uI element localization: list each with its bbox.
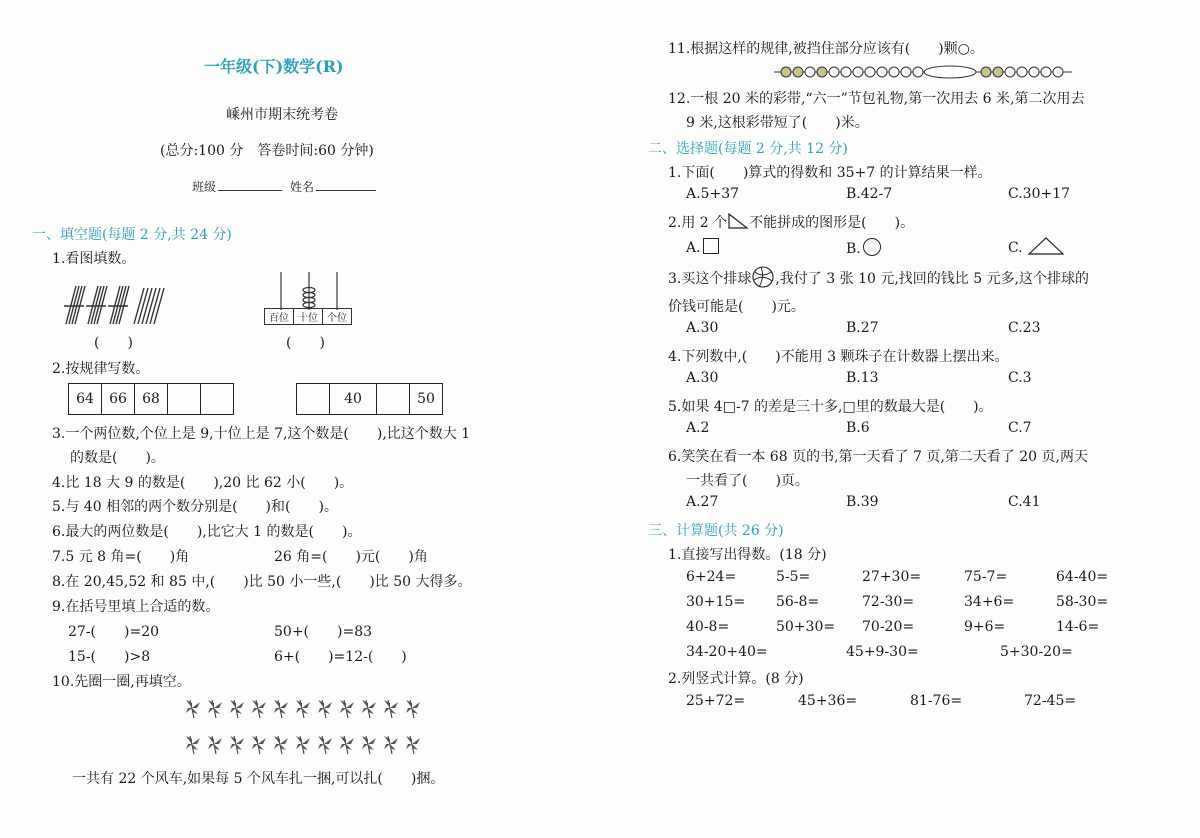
class-field[interactable] — [192, 178, 282, 195]
stick-bundles-image — [62, 284, 172, 326]
q2-1-option-a[interactable]: A.5+37 — [686, 186, 740, 202]
seq1-cell: 66 — [102, 384, 135, 414]
q2-2-text: 2.用 2 个 — [668, 215, 728, 231]
q1-9a: 27-( )=20 — [68, 624, 160, 640]
q3-1: 1.直接写出得数。(18 分) — [668, 547, 827, 563]
volleyball-icon — [751, 266, 775, 288]
q2-2-tail: 不能拼成的图形是( )。 — [749, 215, 915, 231]
calc-r1c1: 6+24= — [686, 569, 737, 585]
q2-5-option-a[interactable]: A.2 — [686, 420, 710, 436]
q1-2: 2.按规律写数。 — [52, 361, 150, 377]
q2-1-option-b[interactable]: B.42-7 — [846, 186, 893, 202]
q1-9: 9.在括号里填上合适的数。 — [52, 599, 220, 615]
q1-9d: 6+( )=12-( ) — [274, 649, 407, 665]
name-label: 姓名 — [290, 180, 315, 194]
calc-r2c4: 34+6= — [964, 594, 1015, 610]
seq1-cell: 64 — [69, 384, 102, 414]
section3-heading: 三、计算题(共 26 分) — [648, 523, 784, 539]
calc-r1c2: 5-5= — [776, 569, 811, 585]
q1-10: 10.先圈一圈,再填空。 — [52, 674, 191, 690]
calc-r2c5: 58-30= — [1056, 594, 1109, 610]
option-c-label: C. — [1008, 240, 1023, 256]
calc-r3c1: 40-8= — [686, 619, 730, 635]
q2-6-option-b[interactable]: B.39 — [846, 494, 879, 510]
q1-1: 1.看图填数。 — [52, 251, 136, 267]
triangle-icon — [1027, 236, 1065, 256]
calc-r1c3: 27+30= — [862, 569, 922, 585]
q1-7a: 7.5 元 8 角=( )角 — [52, 549, 190, 565]
abacus-label-tens: 十位 — [294, 309, 323, 324]
calc-r3c2: 50+30= — [776, 619, 836, 635]
right-triangle-icon — [727, 212, 749, 230]
q2-5: 5.如果 4□-7 的差是三十多,□里的数最大是( )。 — [668, 399, 993, 415]
q1-3-line2: 的数是( )。 — [70, 450, 165, 466]
calc-r4c2: 45+9-30= — [846, 644, 919, 660]
seq2-cell: 50 — [417, 391, 435, 407]
q2-4-option-a[interactable]: A.30 — [686, 370, 719, 386]
q2-4-option-b[interactable]: B.13 — [846, 370, 879, 386]
q2-3-text: 3.买这个排球 — [668, 271, 752, 287]
q2-1-option-c[interactable]: C.30+17 — [1008, 186, 1071, 202]
circle-icon — [863, 238, 881, 256]
calc-r3c5: 14-6= — [1056, 619, 1100, 635]
q1-5: 5.与 40 相邻的两个数分别是( )和( )。 — [52, 499, 338, 515]
q1-4: 4.比 18 大 9 的数是( ),20 比 62 小( )。 — [52, 475, 354, 491]
q1-12-line1: 12.一根 20 米的彩带,“六一”节包礼物,第一次用去 6 米,第二次用去 — [668, 91, 1085, 107]
seq2-blank-cell[interactable] — [377, 384, 410, 414]
sequence-boxes-2 — [296, 383, 443, 415]
q1-10-text: 一共有 22 个风车,如果每 5 个风车扎一捆,可以扎( )捆。 — [72, 771, 445, 787]
option-b-label: B. — [846, 241, 861, 257]
exam-info: (总分:100 分 答卷时间:60 分钟) — [160, 143, 374, 159]
q2-6-option-c[interactable]: C.41 — [1008, 494, 1041, 510]
class-label: 班级 — [192, 180, 217, 194]
q2-6-line2: 一共看了( )页。 — [686, 473, 809, 489]
q2-4-option-c[interactable]: C.3 — [1008, 370, 1032, 386]
calc-r3c3: 70-20= — [862, 619, 915, 635]
q1-1-blank-left[interactable]: ( ) — [94, 335, 133, 351]
vertical-calc-4: 72-45= — [1024, 693, 1077, 709]
q2-4: 4.下列数中,( )不能用 3 颗珠子在计数器上摆出来。 — [668, 349, 1009, 365]
calc-r1c5: 64-40= — [1056, 569, 1109, 585]
q1-3-line1: 3.一个两位数,个位上是 9,十位上是 7,这个数是( ),比这个数大 1 — [52, 426, 471, 442]
abacus-place-labels — [264, 308, 352, 325]
q2-2 — [668, 212, 914, 232]
section1-heading: 一、填空题(每题 2 分,共 24 分) — [32, 227, 232, 243]
bead-string-image — [774, 62, 1074, 82]
seq2-blank-cell[interactable] — [297, 384, 330, 414]
q2-3-tail: ,我付了 3 张 10 元,找回的钱比 5 元多,这个排球的 — [775, 271, 1090, 287]
q2-2-option-b[interactable] — [846, 238, 881, 257]
calc-r4c3: 5+30-20= — [1000, 644, 1073, 660]
square-icon — [703, 238, 719, 254]
calc-r1c4: 75-7= — [964, 569, 1008, 585]
q3-2: 2.列竖式计算。(8 分) — [668, 671, 804, 687]
section2-heading: 二、选择题(每题 2 分,共 12 分) — [648, 141, 848, 157]
calc-r2c3: 72-30= — [862, 594, 915, 610]
q1-11: 11.根据这样的规律,被挡住部分应该有( )颗○。 — [668, 41, 984, 57]
q1-12-line2: 9 米,这根彩带短了( )米。 — [686, 115, 869, 131]
q1-6: 6.最大的两位数是( ),比它大 1 的数是( )。 — [52, 524, 362, 540]
seq1-blank-cell[interactable] — [201, 384, 233, 414]
q1-9c: 15-( )>8 — [68, 649, 151, 665]
q2-5-option-b[interactable]: B.6 — [846, 420, 870, 436]
seq1-cell: 68 — [135, 384, 168, 414]
seq2-cell: 40 — [330, 384, 377, 414]
exam-title: 一年级(下)数学(R) — [204, 57, 344, 76]
q2-1: 1.下面( )算式的得数和 35+7 的计算结果一样。 — [668, 165, 992, 181]
q1-7b: 26 角=( )元( )角 — [274, 549, 428, 565]
sequence-boxes-1 — [68, 383, 234, 415]
seq1-blank-cell[interactable] — [168, 384, 201, 414]
calc-r3c4: 9+6= — [964, 619, 1006, 635]
name-field[interactable] — [290, 178, 376, 195]
q2-3-option-a[interactable]: A.30 — [686, 320, 719, 336]
calc-r2c2: 56-8= — [776, 594, 820, 610]
calc-r4c1: 34-20+40= — [686, 644, 768, 660]
q2-6-line1: 6.笑笑在看一本 68 页的书,第一天看了 7 页,第二天看了 20 页,两天 — [668, 449, 1088, 465]
vertical-calc-3: 81-76= — [910, 693, 963, 709]
q2-3-option-c[interactable]: C.23 — [1008, 320, 1041, 336]
q2-3-line1 — [668, 266, 1089, 288]
q2-6-option-a[interactable]: A.27 — [686, 494, 719, 510]
abacus-label-hundreds: 百位 — [265, 309, 294, 324]
abacus-image — [264, 270, 354, 310]
q2-2-option-c[interactable] — [1008, 236, 1065, 256]
pinwheels-image — [184, 694, 434, 760]
q1-1-blank-right[interactable]: ( ) — [286, 335, 325, 351]
option-a-label: A. — [686, 240, 701, 256]
q2-5-option-c[interactable]: C.7 — [1008, 420, 1032, 436]
q1-9b: 50+( )=83 — [274, 624, 373, 640]
exam-subtitle: 嵊州市期末统考卷 — [226, 107, 338, 123]
calc-r2c1: 30+15= — [686, 594, 746, 610]
q1-8: 8.在 20,45,52 和 85 中,( )比 50 小一些,( )比 50 大得多。 — [52, 574, 472, 590]
q2-2-option-a[interactable] — [686, 238, 719, 256]
q2-3-line2: 价钱可能是( )元。 — [668, 299, 805, 315]
vertical-calc-1: 25+72= — [686, 693, 746, 709]
abacus-label-ones: 个位 — [327, 313, 347, 324]
q2-3-option-b[interactable]: B.27 — [846, 320, 879, 336]
vertical-calc-2: 45+36= — [798, 693, 858, 709]
